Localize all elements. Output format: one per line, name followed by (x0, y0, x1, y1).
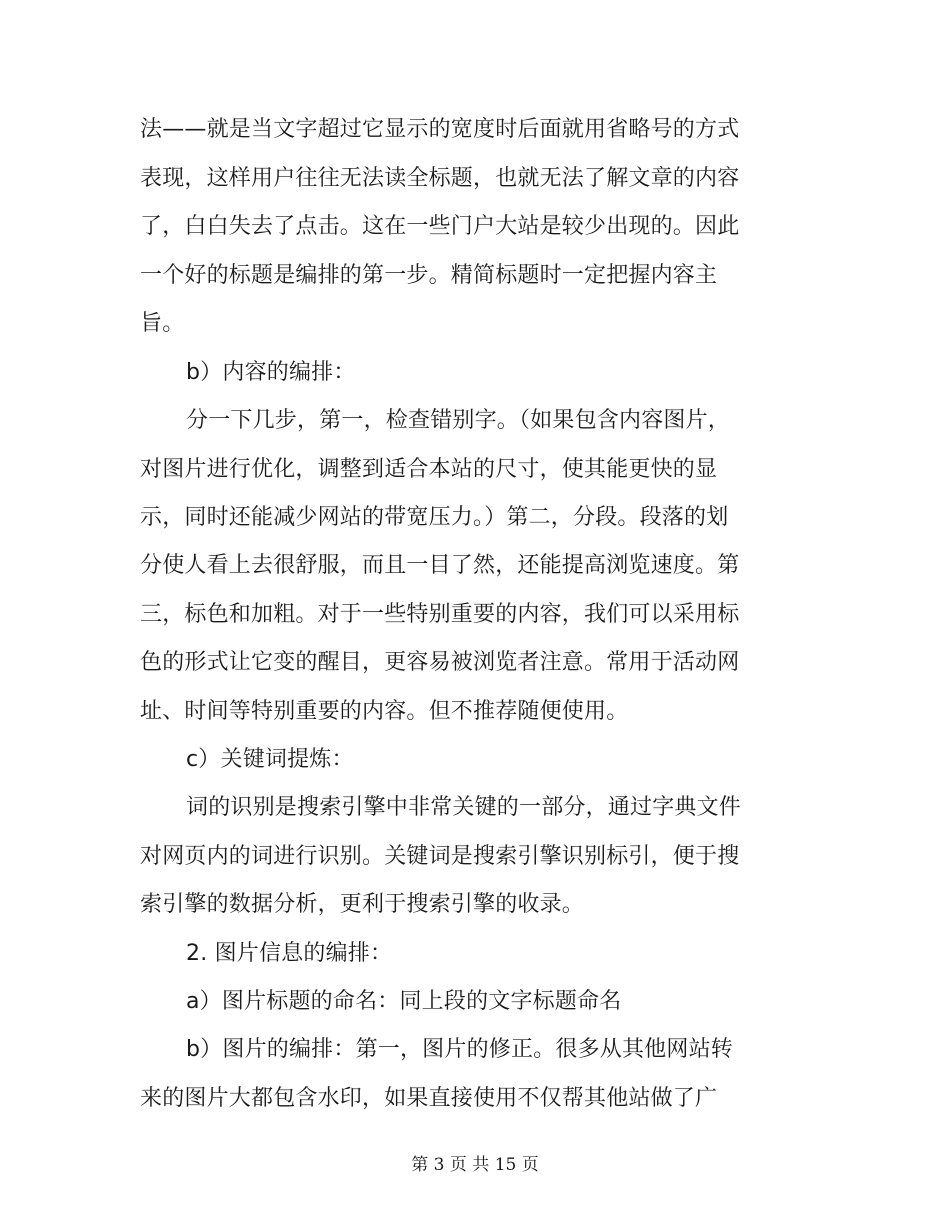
section-heading: b）内容的编排： (186, 360, 356, 385)
paragraph-line: 索引擎的数据分析，更利于搜索引擎的收录。 (140, 892, 585, 917)
paragraph-line: 色的形式让它变的醒目，更容易被浏览者注意。常用于活动网 (140, 650, 740, 675)
paragraph-line: 对图片进行优化，调整到适合本站的尺寸，使其能更快的显 (140, 457, 718, 482)
paragraph-line: 一个好的标题是编排的第一步。精简标题时一定把握内容主 (140, 263, 718, 288)
paragraph-line: 三，标色和加粗。对于一些特别重要的内容，我们可以采用标 (140, 602, 740, 627)
paragraph-line: b）图片的编排：第一，图片的修正。很多从其他网站转 (186, 1037, 733, 1062)
paragraph-line: 来的图片大都包含水印，如果直接使用不仅帮其他站做了广 (140, 1086, 718, 1111)
section-heading: c）关键词提炼： (186, 747, 354, 772)
paragraph-line: 对网页内的词进行识别。关键词是搜索引擎识别标引，便于搜 (140, 844, 740, 869)
paragraph-line: 法——就是当文字超过它显示的宽度时后面就用省略号的方式 (140, 117, 740, 142)
section-heading: a）图片标题的命名：同上段的文字标题命名 (186, 989, 622, 1014)
paragraph-line: 表现，这样用户往往无法读全标题，也就无法了解文章的内容 (140, 166, 740, 191)
section-heading: 2. 图片信息的编排： (186, 941, 393, 966)
paragraph-line: 址、时间等特别重要的内容。但不推荐随便使用。 (140, 699, 629, 724)
paragraph-line: 示，同时还能减少网站的带宽压力。）第二，分段。段落的划 (140, 505, 729, 530)
paragraph-line: 词的识别是搜索引擎中非常关键的一部分，通过字典文件 (186, 795, 742, 820)
paragraph-line: 分使人看上去很舒服，而且一目了然，还能提高浏览速度。第 (140, 553, 740, 578)
paragraph-line: 旨。 (140, 311, 185, 336)
page-number-footer: 第 3 页 共 15 页 (411, 1155, 539, 1175)
paragraph-line: 分一下几步，第一，检查错别字。（如果包含内容图片， (186, 408, 731, 433)
paragraph-line: 了，白白失去了点击。这在一些门户大站是较少出现的。因此 (140, 214, 740, 239)
